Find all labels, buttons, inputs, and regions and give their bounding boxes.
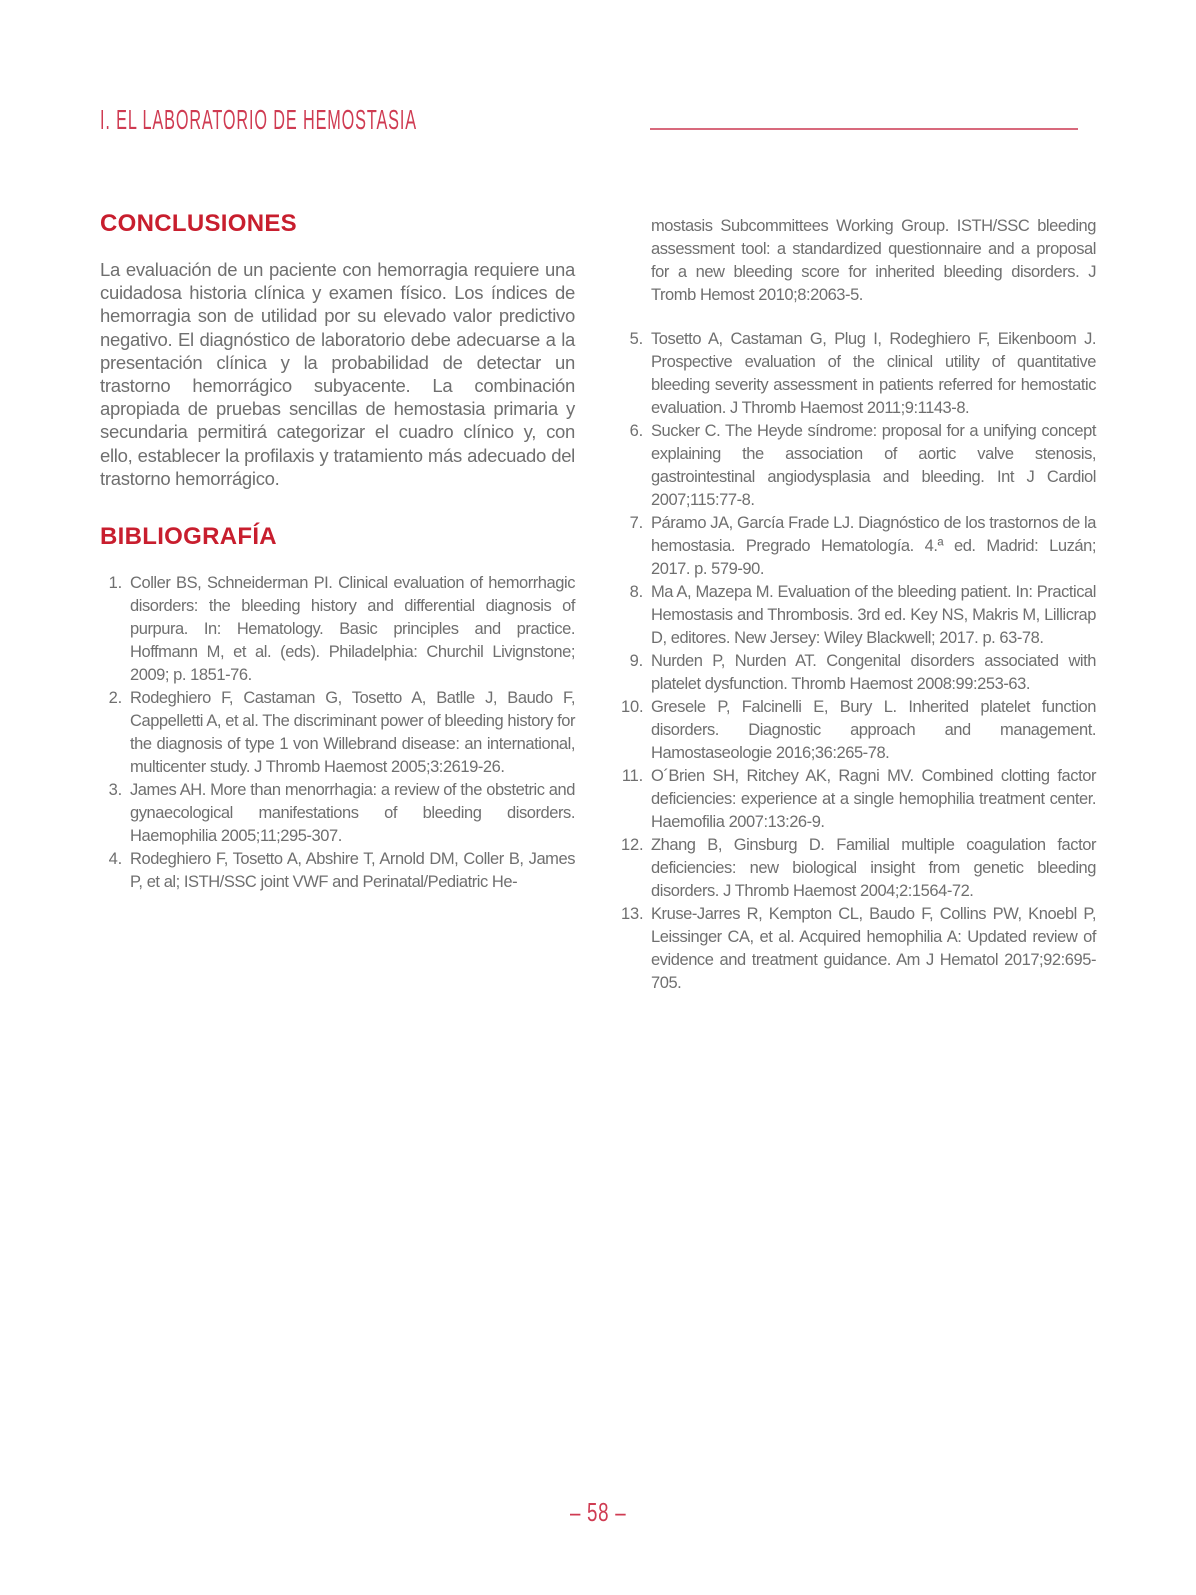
reference-item bbox=[100, 687, 575, 779]
reference-text: Zhang B, Ginsburg D. Familial multiple coagulation factor deficiencies: new biological insight from genetic bleeding disorders. J Thromb Haemost 2004;2:1564-72. bbox=[651, 836, 1096, 900]
reference-text: Gresele P, Falcinelli E, Bury L. Inherited platelet function disorders. Diagnostic approach and management. Hamostaseologie 2016;36:265-78. bbox=[651, 698, 1096, 762]
reference-number: 5. bbox=[629, 330, 643, 348]
reference-item bbox=[621, 512, 1096, 581]
reference-number: 13. bbox=[621, 905, 644, 923]
reference-item bbox=[621, 765, 1096, 834]
conclusiones-heading: CONCLUSIONES bbox=[100, 210, 297, 237]
reference-number: 2. bbox=[108, 689, 122, 708]
reference-number: 10. bbox=[621, 698, 644, 716]
reference-text: Páramo JA, García Frade LJ. Diagnóstico de los trastornos de la hemostasia. Pregrado Hematología. 4.ª ed. Madrid: Luzán; 2017. p. 579-90. bbox=[651, 514, 1096, 578]
reference-text: Sucker C. The Heyde síndrome: proposal for a unifying concept explaining the association of aortic valve stenosis, gastrointestinal angiodysplasia and bleeding. Int J Cardiol 2007;115:77-8. bbox=[651, 422, 1096, 509]
reference-item bbox=[621, 650, 1096, 696]
reference-text: Rodeghiero F, Castaman G, Tosetto A, Batlle J, Baudo F, Cappelletti A, et al. The discriminant power of bleeding history for the diagnosis of type 1 von Willebrand disease: an international, multicenter study. J Thromb Haemost 2005;3:2619-26. bbox=[130, 689, 575, 777]
bibliografia-heading: BIBLIOGRAFÍA bbox=[100, 523, 277, 551]
reference-item bbox=[621, 328, 1096, 420]
reference-item bbox=[100, 848, 575, 894]
header-rule bbox=[650, 128, 1078, 130]
reference-item bbox=[100, 572, 575, 687]
reference-text: O´Brien SH, Ritchey AK, Ragni MV. Combined clotting factor deficiencies: experience at a single hemophilia treatment center. Haemofilia 2007:13:26-9. bbox=[651, 767, 1096, 831]
conclusiones-paragraph: La evaluación de un paciente con hemorragia requiere una cuidadosa historia clínica y examen físico. Los índices de hemorragia son de utilidad por su elevado valor predictivo negativo. El diagnóstico de laboratorio debe adecuarse a la presentación clínica y la probabilidad de detectar un trastorno hemorrágico subyacente. La combinación apropiada de pruebas sencillas de hemostasia primaria y secundaria permitirá categorizar el cuadro clínico y, con ello, establecer la profilaxis y tratamiento más adecuado del trastorno hemorrágico. bbox=[100, 259, 575, 489]
chapter-title-box bbox=[100, 106, 646, 134]
reference-item bbox=[100, 779, 575, 848]
reference-text: Coller BS, Schneiderman PI. Clinical evaluation of hemorrhagic disorders: the bleeding history and differential diagnosis of purpura. In: Hematology. Basic principles and practice. Hoffmann M, et al. (eds). Philadelphia: Churchil Livignstone; 2009; p. 1851-76. bbox=[130, 574, 575, 685]
reference-text: James AH. More than menorrhagia: a review of the obstetric and gynaecological manifestations of bleeding disorders. Haemophilia 2005;11;295-307. bbox=[130, 781, 575, 846]
reference-number: 9. bbox=[629, 652, 643, 670]
reference-number: 6. bbox=[629, 422, 643, 440]
left-column bbox=[100, 203, 575, 995]
reference-number: 11. bbox=[621, 767, 643, 785]
reference-item bbox=[621, 696, 1096, 765]
reference-item bbox=[621, 420, 1096, 512]
reference-text: Tosetto A, Castaman G, Plug I, Rodeghiero F, Eikenboom J. Prospective evaluation of the clinical utility of quantitative bleeding severity assessment in patients referred for hemostatic evaluation. J Thromb Haemost 2011;9:1143-8. bbox=[651, 330, 1096, 417]
reference-list-right bbox=[621, 328, 1096, 995]
reference-item bbox=[621, 581, 1096, 650]
reference-text: Kruse-Jarres R, Kempton CL, Baudo F, Collins PW, Knoebl P, Leissinger CA, et al. Acquired hemophilia A: Updated review of evidence and treatment guidance. Am J Hematol 2017;92:695-705. bbox=[651, 905, 1096, 992]
reference-number: 4. bbox=[108, 850, 122, 869]
right-column bbox=[621, 203, 1096, 995]
reference-number: 3. bbox=[108, 781, 122, 800]
reference-4-continuation: mostasis Subcommittees Working Group. ISTH/SSC bleeding assessment tool: a standardized questionnaire and a proposal for a new bleeding score for inherited bleeding disorders. J Tromb Hemost 2010;8:2063-5. bbox=[651, 217, 1096, 304]
reference-item bbox=[621, 903, 1096, 995]
chapter-title: I. EL LABORATORIO DE HEMOSTASIA bbox=[100, 104, 417, 135]
reference-item bbox=[621, 834, 1096, 903]
page-footer bbox=[0, 1499, 1196, 1526]
page-number: – 58 – bbox=[569, 1497, 627, 1527]
reference-number: 12. bbox=[621, 836, 644, 854]
two-column-content bbox=[100, 203, 1096, 995]
reference-text: Rodeghiero F, Tosetto A, Abshire T, Arnold DM, Coller B, James P, et al; ISTH/SSC joint VWF and Perinatal/Pediatric He- bbox=[130, 850, 575, 892]
chapter-header bbox=[100, 106, 1078, 134]
reference-text: Nurden P, Nurden AT. Congenital disorders associated with platelet dysfunction. Thromb Haemost 2008:99:253-63. bbox=[651, 652, 1096, 693]
reference-text: Ma A, Mazepa M. Evaluation of the bleeding patient. In: Practical Hemostasis and Thrombosis. 3rd ed. Key NS, Makris M, Lillicrap D, editores. New Jersey: Wiley Blackwell; 2017. p. 63-78. bbox=[651, 583, 1096, 647]
reference-number: 1. bbox=[108, 574, 122, 593]
reference-number: 8. bbox=[629, 583, 643, 601]
reference-number: 7. bbox=[629, 514, 643, 532]
reference-list-left bbox=[100, 572, 575, 894]
